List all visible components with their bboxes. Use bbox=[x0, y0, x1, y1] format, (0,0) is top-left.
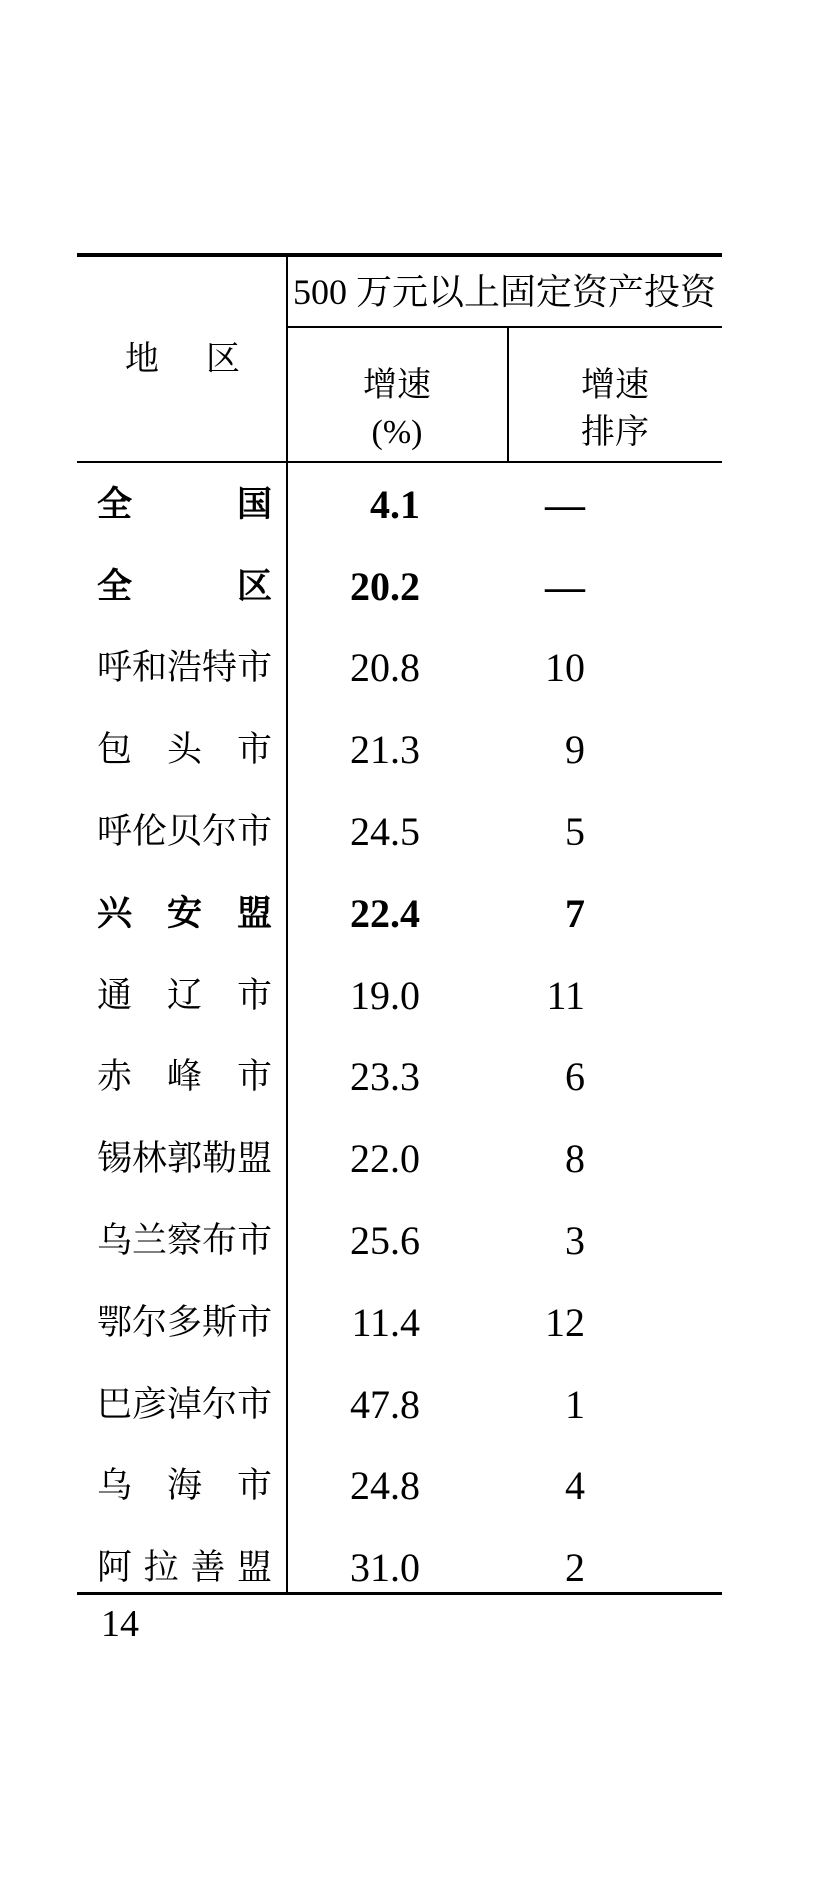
table-row bbox=[77, 709, 722, 791]
region-name-char: 安 bbox=[166, 893, 202, 933]
rank-value: 1 bbox=[565, 1381, 585, 1427]
growth-header-line2: (%) bbox=[371, 414, 423, 451]
rank-value: 2 bbox=[565, 1545, 585, 1591]
region-name-char: 市 bbox=[236, 730, 272, 770]
rank-value: 11 bbox=[546, 972, 585, 1018]
region-name-char: 林 bbox=[132, 1139, 168, 1179]
region-name-char: 区 bbox=[236, 566, 272, 606]
table-row bbox=[77, 1527, 722, 1609]
region-name-char: 包 bbox=[97, 730, 133, 770]
region-name-char: 勒 bbox=[202, 1139, 238, 1179]
table-row bbox=[77, 546, 722, 628]
region-name-char: 市 bbox=[237, 648, 273, 688]
region-name-char: 巴 bbox=[97, 1384, 133, 1424]
table-row bbox=[77, 791, 722, 873]
region-name-char: 尔 bbox=[202, 812, 238, 852]
region-name-char: 峰 bbox=[166, 1057, 202, 1097]
region-name bbox=[97, 1140, 272, 1178]
growth-value: 19.0 bbox=[350, 972, 420, 1018]
region-name bbox=[97, 1386, 272, 1424]
region-name-char: 拉 bbox=[143, 1548, 179, 1588]
growth-value: 24.8 bbox=[350, 1463, 420, 1509]
region-name-char: 全 bbox=[97, 484, 133, 524]
region-name-char: 市 bbox=[237, 812, 273, 852]
table-row bbox=[77, 1037, 722, 1119]
growth-value: 21.3 bbox=[350, 727, 420, 773]
rank-value: 7 bbox=[565, 890, 585, 936]
region-name bbox=[97, 977, 272, 1015]
group-header-underline bbox=[287, 326, 722, 328]
rank-value: 9 bbox=[565, 727, 585, 773]
region-name bbox=[97, 568, 272, 606]
table-row bbox=[77, 1282, 722, 1364]
table-row bbox=[77, 955, 722, 1037]
growth-value: 31.0 bbox=[350, 1545, 420, 1591]
region-name-char: 盟 bbox=[236, 893, 272, 933]
region-name-char: 斯 bbox=[202, 1302, 238, 1342]
rank-value: — bbox=[545, 563, 585, 609]
table-body bbox=[77, 464, 722, 1609]
region-name bbox=[97, 1467, 272, 1505]
region-name-char: 市 bbox=[237, 1221, 273, 1261]
region-name-char: 阿 bbox=[97, 1548, 133, 1588]
region-name-char: 辽 bbox=[166, 975, 202, 1015]
region-name-char: 察 bbox=[167, 1221, 203, 1261]
growth-value: 25.6 bbox=[350, 1218, 420, 1264]
region-name-char: 彦 bbox=[132, 1384, 168, 1424]
rank-value: 5 bbox=[565, 809, 585, 855]
region-name bbox=[97, 1222, 272, 1260]
region-name-char: 锡 bbox=[97, 1139, 133, 1179]
region-name bbox=[97, 649, 272, 687]
region-name bbox=[97, 1304, 272, 1342]
rank-value: 12 bbox=[545, 1299, 585, 1345]
rank-column-header bbox=[508, 362, 722, 456]
region-name-char: 盟 bbox=[237, 1139, 273, 1179]
region-name bbox=[97, 1058, 272, 1096]
region-name-char: 市 bbox=[237, 1384, 273, 1424]
group-column-header: 500 万元以上固定资产投资 bbox=[292, 272, 716, 312]
rank-value: — bbox=[545, 481, 585, 527]
growth-value: 23.3 bbox=[350, 1054, 420, 1100]
region-name-char: 海 bbox=[166, 1466, 202, 1506]
region-name-char: 头 bbox=[166, 730, 202, 770]
rank-value: 6 bbox=[565, 1054, 585, 1100]
growth-value: 47.8 bbox=[350, 1381, 420, 1427]
region-name-char: 市 bbox=[236, 975, 272, 1015]
region-name bbox=[97, 731, 272, 769]
region-name-char: 善 bbox=[190, 1548, 226, 1588]
rank-value: 4 bbox=[565, 1463, 585, 1509]
header-bottom-rule bbox=[77, 461, 722, 463]
table-row bbox=[77, 1446, 722, 1528]
region-name-char: 特 bbox=[202, 648, 238, 688]
growth-column-header bbox=[287, 362, 507, 456]
table-row bbox=[77, 464, 722, 546]
table-row bbox=[77, 1200, 722, 1282]
region-name-char: 通 bbox=[97, 975, 133, 1015]
table-row bbox=[77, 873, 722, 955]
table-row bbox=[77, 1118, 722, 1200]
region-name-char: 赤 bbox=[97, 1057, 133, 1097]
region-name-char: 尔 bbox=[132, 1302, 168, 1342]
region-name bbox=[97, 1549, 272, 1587]
region-name-char: 全 bbox=[97, 566, 133, 606]
region-name-char: 和 bbox=[132, 648, 168, 688]
region-name-char: 淖 bbox=[167, 1384, 203, 1424]
page-number: 14 bbox=[101, 1603, 139, 1645]
table-top-border bbox=[77, 253, 722, 257]
region-name-char: 多 bbox=[167, 1302, 203, 1342]
table-row bbox=[77, 1364, 722, 1446]
region-column-header bbox=[125, 343, 240, 377]
growth-value: 22.0 bbox=[350, 1136, 420, 1182]
region-name-char: 浩 bbox=[167, 648, 203, 688]
region-name-char: 乌 bbox=[97, 1221, 133, 1261]
region-name-char: 呼 bbox=[97, 812, 133, 852]
growth-value: 4.1 bbox=[370, 481, 420, 527]
rank-value: 3 bbox=[565, 1218, 585, 1264]
region-name bbox=[97, 486, 272, 524]
region-name-char: 伦 bbox=[132, 812, 168, 852]
growth-value: 20.2 bbox=[350, 563, 420, 609]
region-name-char: 鄂 bbox=[97, 1302, 133, 1342]
region-name-char: 市 bbox=[237, 1302, 273, 1342]
region-name-char: 贝 bbox=[167, 812, 203, 852]
region-name-char: 尔 bbox=[202, 1384, 238, 1424]
region-name-char: 兴 bbox=[97, 893, 133, 933]
region-column-header-char: 区 bbox=[206, 341, 240, 378]
rank-value: 10 bbox=[545, 645, 585, 691]
rank-value: 8 bbox=[565, 1136, 585, 1182]
region-name-char: 郭 bbox=[167, 1139, 203, 1179]
region-name-char: 乌 bbox=[97, 1466, 133, 1506]
growth-value: 24.5 bbox=[350, 809, 420, 855]
region-name-char: 呼 bbox=[97, 648, 133, 688]
rank-header-line2: 排序 bbox=[581, 414, 649, 451]
growth-header-line1: 增速 bbox=[363, 367, 431, 404]
region-name-char: 市 bbox=[236, 1466, 272, 1506]
growth-value: 22.4 bbox=[350, 890, 420, 936]
region-name-char: 盟 bbox=[236, 1548, 272, 1588]
rank-header-line1: 增速 bbox=[581, 367, 649, 404]
table-row bbox=[77, 628, 722, 710]
growth-value: 20.8 bbox=[350, 645, 420, 691]
region-name-char: 国 bbox=[236, 484, 272, 524]
region-name bbox=[97, 895, 272, 933]
growth-value: 11.4 bbox=[351, 1299, 420, 1345]
region-name bbox=[97, 813, 272, 851]
region-name-char: 布 bbox=[202, 1221, 238, 1261]
region-name-char: 市 bbox=[236, 1057, 272, 1097]
region-column-header-char: 地 bbox=[125, 341, 159, 378]
region-name-char: 兰 bbox=[132, 1221, 168, 1261]
